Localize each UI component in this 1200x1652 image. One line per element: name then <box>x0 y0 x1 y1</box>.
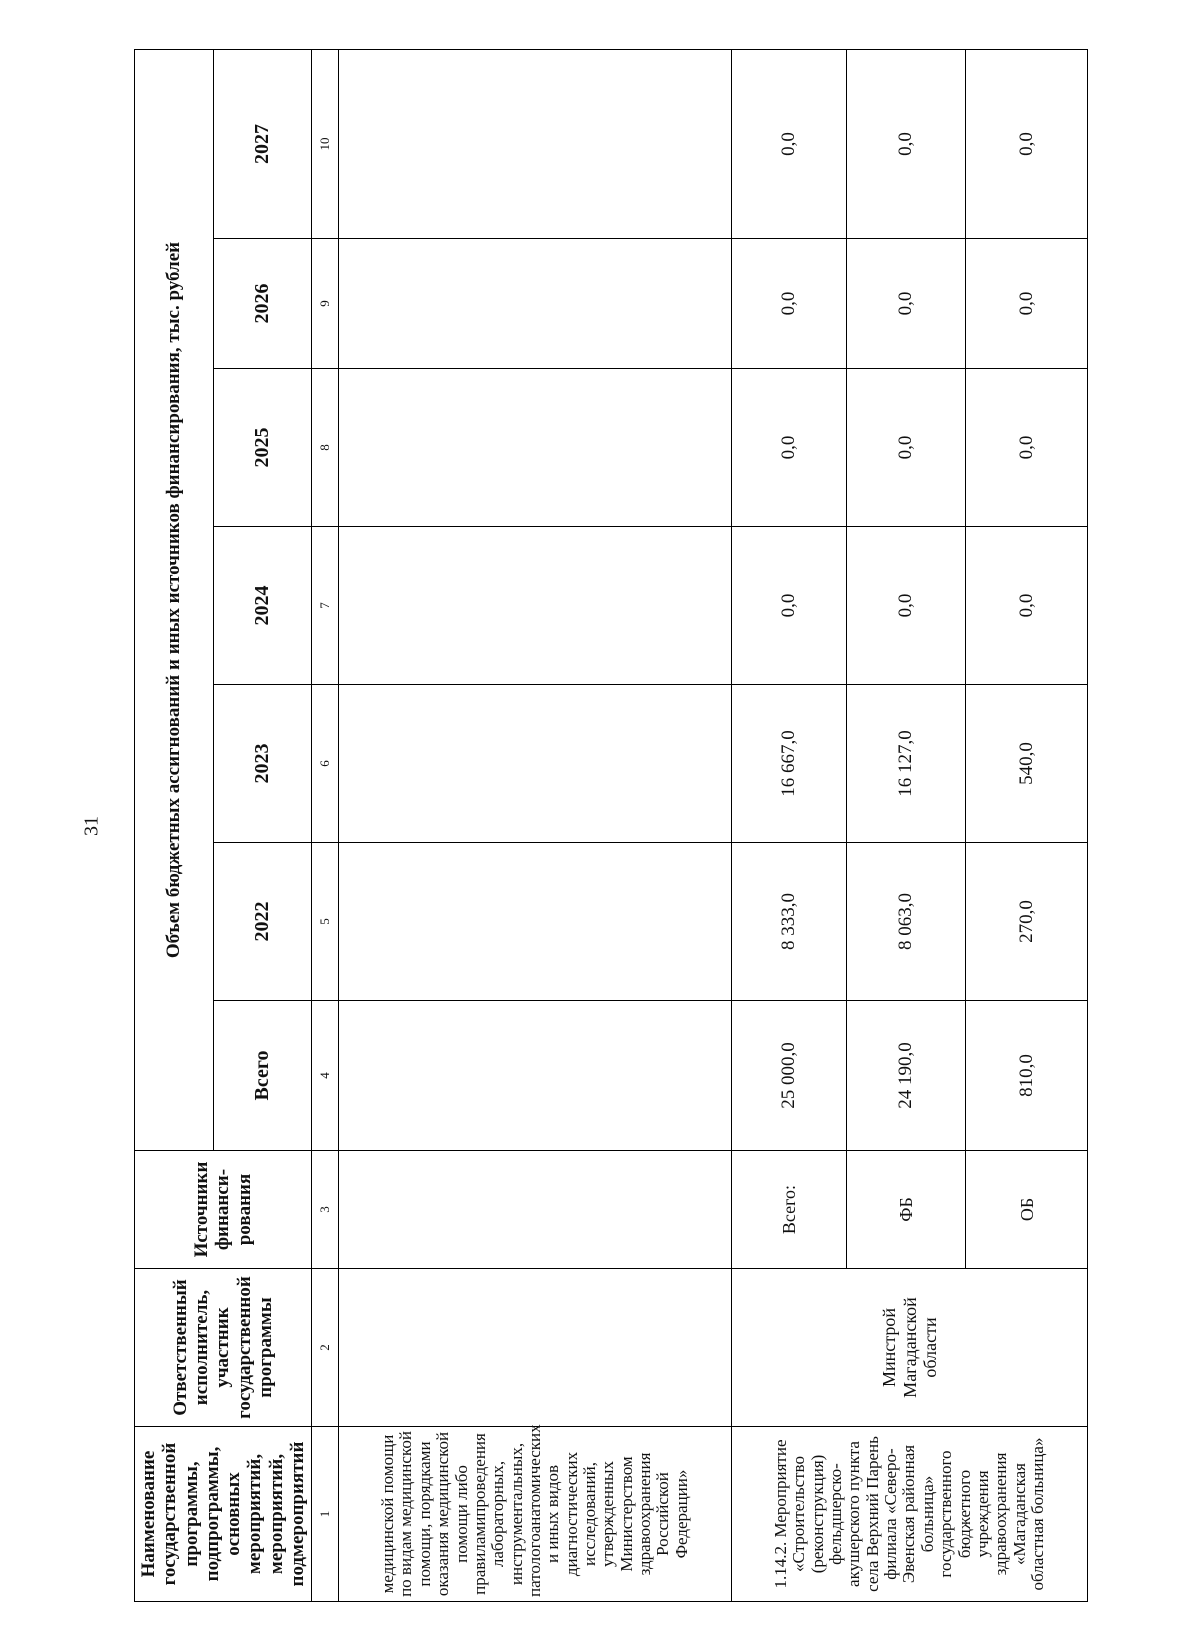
measure-name: 1.14.2. Мероприятие «Строительство (реконструкция) фельдшерско-акушерского пункта села Верхний Парень филиала «Северо-Эвенская районная больница» государственного бюджетного учреждения здравоохранения «Магаданская областная больница» <box>732 1427 1088 1602</box>
header-funding-group: Объем бюджетных ассигнований и иных источников финансирования, тыс. рублей <box>135 49 214 1150</box>
value-cell: 0,0 <box>966 369 1088 527</box>
value-cell: 0,0 <box>732 239 847 369</box>
column-number: 6 <box>312 685 339 843</box>
column-number: 9 <box>312 239 339 369</box>
source-cell: ОБ <box>966 1151 1088 1269</box>
header-year: 2024 <box>213 527 312 685</box>
value-cell: 16 667,0 <box>732 685 847 843</box>
value-cell: 0,0 <box>732 369 847 527</box>
column-number: 10 <box>312 49 339 238</box>
value-cell: 540,0 <box>966 685 1088 843</box>
column-number: 2 <box>312 1269 339 1427</box>
value-cell: 24 190,0 <box>847 1001 966 1151</box>
header-year: 2023 <box>213 685 312 843</box>
header-total: Всего <box>213 1001 312 1151</box>
header-year: 2027 <box>213 49 312 238</box>
continuation-text: медицинской помощи по видам медицинской помощи, порядками оказания медицинской помощи либо правиламипроведения лабораторных, инструментальных, патологоанатомических и иных видов диагностических исследований, утвержденных Министерством здравоохранения Российской Федерации» <box>339 1427 732 1602</box>
value-cell: 270,0 <box>966 843 1088 1001</box>
value-cell: 0,0 <box>966 527 1088 685</box>
column-number: 3 <box>312 1151 339 1269</box>
value-cell: 0,0 <box>847 239 966 369</box>
column-number: 5 <box>312 843 339 1001</box>
value-cell: 810,0 <box>966 1001 1088 1151</box>
value-cell: 0,0 <box>847 527 966 685</box>
header-responsible: Ответственный исполнитель, участник государственной программы <box>135 1269 312 1427</box>
value-cell: 25 000,0 <box>732 1001 847 1151</box>
value-cell: 0,0 <box>732 49 847 238</box>
header-year: 2026 <box>213 239 312 369</box>
value-cell: 0,0 <box>966 49 1088 238</box>
column-number: 4 <box>312 1001 339 1151</box>
responsible-executor: Минстрой Магаданской области <box>732 1269 1088 1427</box>
source-cell: ФБ <box>847 1151 966 1269</box>
header-program-name: Наименование государственной программы, подпрограммы, основных мероприятий, мероприятий, подмероприятий <box>135 1427 312 1602</box>
page-number: 31 <box>80 816 103 836</box>
source-cell: Всего: <box>732 1151 847 1269</box>
value-cell: 16 127,0 <box>847 685 966 843</box>
column-number: 8 <box>312 369 339 527</box>
column-number: 7 <box>312 527 339 685</box>
value-cell: 0,0 <box>847 49 966 238</box>
value-cell: 0,0 <box>732 527 847 685</box>
column-number: 1 <box>312 1427 339 1602</box>
header-sources: Источники финанси-рования <box>135 1151 312 1269</box>
header-year: 2022 <box>213 843 312 1001</box>
financing-table <box>134 49 1088 1602</box>
value-cell: 8 063,0 <box>847 843 966 1001</box>
rotated-table-wrapper <box>134 50 1104 1602</box>
value-cell: 0,0 <box>847 369 966 527</box>
header-year: 2025 <box>213 369 312 527</box>
value-cell: 8 333,0 <box>732 843 847 1001</box>
value-cell: 0,0 <box>966 239 1088 369</box>
